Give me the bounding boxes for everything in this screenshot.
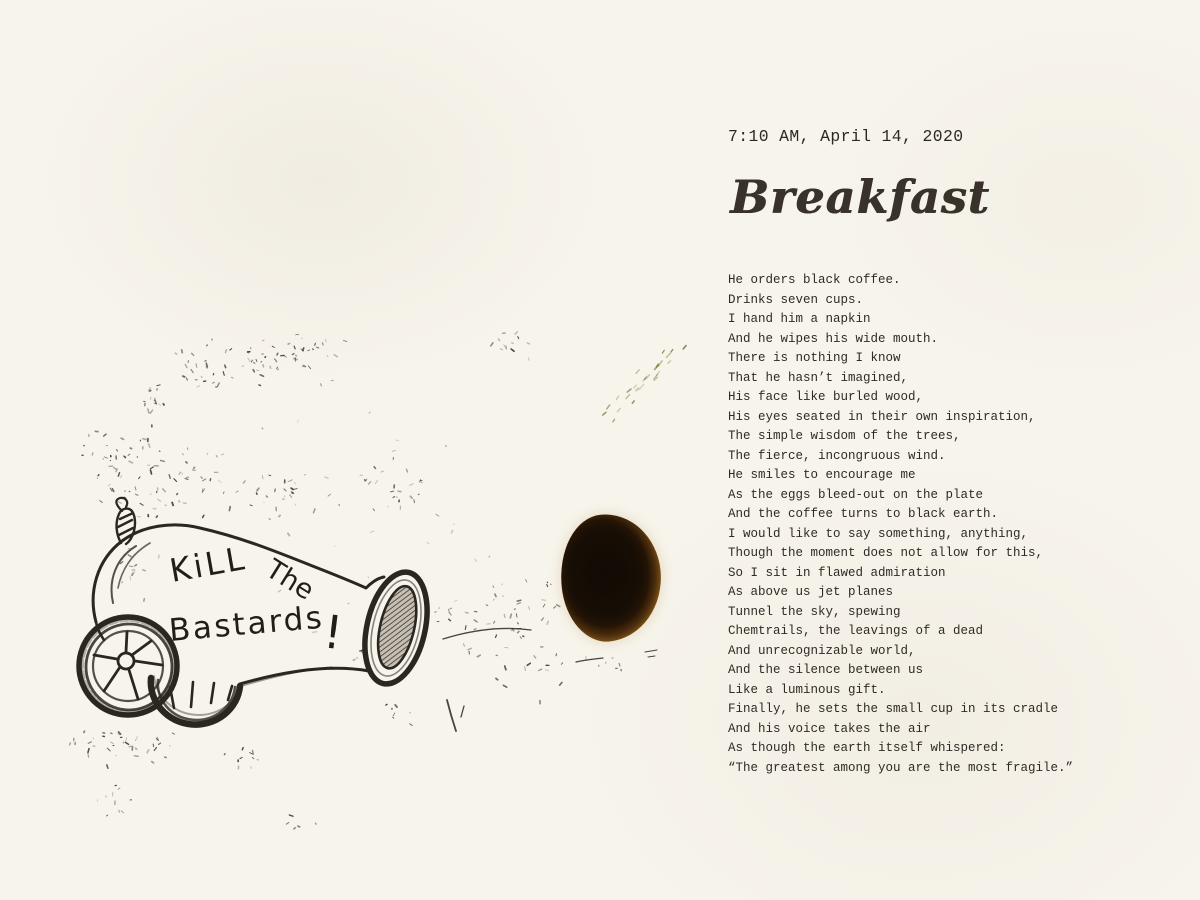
cannon-wheel-rear — [151, 676, 242, 725]
poem-line: And his voice takes the air — [728, 721, 931, 736]
poem-line: As though the earth itself whispered: — [728, 741, 1006, 755]
cannon-caption-the: The — [260, 553, 320, 607]
poem-line: Finally, he sets the small cup in its cradle — [728, 702, 1059, 716]
poem-line: Though the moment does not allow for this, — [728, 546, 1044, 560]
scratch-marks — [443, 628, 657, 731]
poem-line: Like a luminous gift. — [728, 682, 886, 697]
poem-line: He smiles to encourage me — [728, 468, 916, 482]
poem-line: His eyes seated in their own inspiration, — [728, 409, 1036, 424]
poem-line: That he hasn’t imagined, — [728, 370, 909, 385]
poem-line: I would like to say something, anything, — [728, 526, 1029, 541]
poem-line: His face like burled wood, — [728, 390, 924, 404]
cannon-caption-kill: KiLL — [166, 538, 250, 590]
poem-title: Breakfast — [730, 170, 990, 224]
poem-line: Chemtrails, the leavings of a dead — [728, 624, 984, 638]
poem-line: The fierce, incongruous wind. — [728, 448, 946, 463]
poem-line: As the eggs bleed-out on the plate — [728, 487, 984, 502]
poem-line: I hand him a napkin — [728, 312, 871, 326]
poem-line: The simple wisdom of the trees, — [728, 429, 961, 443]
poem-line: Tunnel the sky, spewing — [728, 604, 901, 619]
poem-line: So I sit in flawed admiration — [728, 565, 946, 580]
cannon-muzzle — [355, 566, 437, 690]
poem-line: And the coffee turns to black earth. — [728, 507, 999, 521]
poem-line: And he wipes his wide mouth. — [728, 331, 939, 346]
poem-line: And the silence between us — [728, 663, 924, 677]
poem-line: And unrecognizable world, — [728, 643, 916, 658]
poem-timestamp: 7:10 AM, April 14, 2020 — [728, 127, 964, 146]
cannon-caption-bastards: Bastards — [167, 599, 326, 649]
poem-body — [728, 271, 1168, 778]
poem-line: “The greatest among you are the most fragile.” — [728, 760, 1074, 775]
cannon-caption-exclamation: ! — [320, 604, 346, 661]
poem-line: As above us jet planes — [728, 585, 894, 599]
poem-line: He orders black coffee. — [728, 273, 901, 287]
poem-line: There is nothing I know — [728, 351, 901, 365]
poem-line: Drinks seven cups. — [728, 292, 864, 307]
